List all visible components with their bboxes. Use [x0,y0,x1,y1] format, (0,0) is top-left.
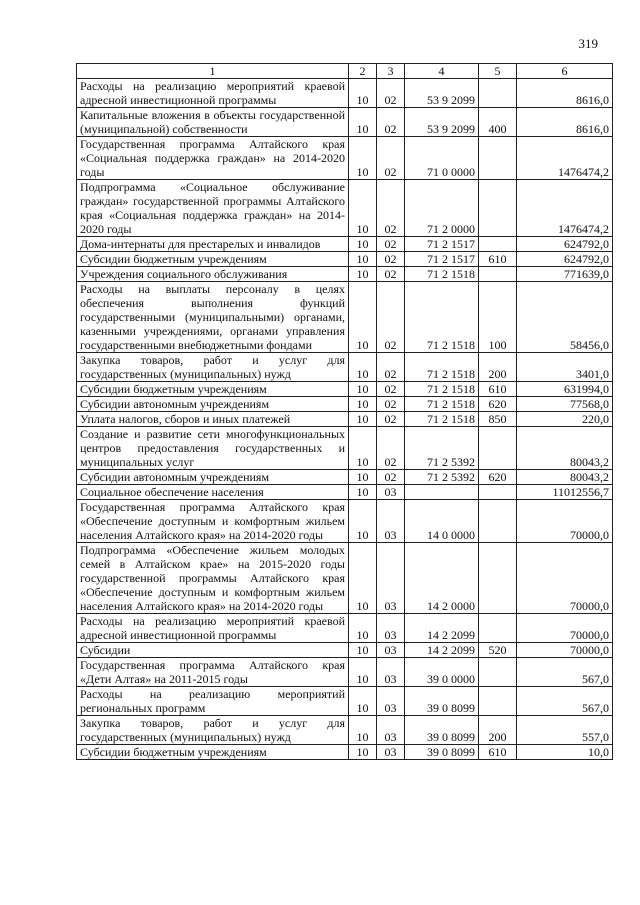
amount-cell: 58456,0 [517,282,613,353]
row-name-cell: Расходы на реализацию мероприятий краевой адресной инвестиционной программы [77,79,349,108]
target-article-cell: 71 2 1518 [405,397,479,412]
subsection-cell: 03 [377,643,405,658]
column-header: 6 [517,64,613,79]
target-article-cell [405,485,479,500]
table-row [77,716,613,745]
section-cell: 10 [349,470,377,485]
row-name-cell: Уплата налогов, сборов и иных платежей [77,412,349,427]
table-row [77,180,613,237]
amount-cell: 220,0 [517,412,613,427]
target-article-cell: 39 0 0000 [405,658,479,687]
row-name-cell: Субсидии автономным учреждениям [77,470,349,485]
target-article-cell: 71 2 1518 [405,412,479,427]
section-cell: 10 [349,658,377,687]
expense-type-cell [479,614,517,643]
amount-cell: 771639,0 [517,267,613,282]
column-header: 5 [479,64,517,79]
subsection-cell: 03 [377,500,405,543]
expense-type-cell: 200 [479,353,517,382]
subsection-cell: 02 [377,382,405,397]
table-row [77,500,613,543]
section-cell: 10 [349,237,377,252]
column-header: 2 [349,64,377,79]
row-name-cell: Подпрограмма «Социальное обслуживание граждан» государственной программы Алтайского края «Социальная поддержка граждан» на 2014-2020 годы [77,180,349,237]
amount-cell: 567,0 [517,658,613,687]
subsection-cell: 02 [377,237,405,252]
row-name-cell: Расходы на реализацию мероприятий краевой адресной инвестиционной программы [77,614,349,643]
section-cell: 10 [349,79,377,108]
subsection-cell: 02 [377,412,405,427]
expense-type-cell: 400 [479,108,517,137]
section-cell: 10 [349,643,377,658]
budget-table [76,63,613,760]
row-name-cell: Учреждения социального обслуживания [77,267,349,282]
expense-type-cell [479,137,517,180]
target-article-cell: 71 2 1518 [405,282,479,353]
column-header: 4 [405,64,479,79]
row-name-cell: Подпрограмма «Обеспечение жильем молодых семей в Алтайском крае» на 2015-2020 годы государственной программы Алтайского края «Обеспечение доступным и комфортным жильем населения Алтайского края» на 2014-2020 годы [77,543,349,614]
section-cell: 10 [349,108,377,137]
target-article-cell: 53 9 2099 [405,108,479,137]
table-row [77,382,613,397]
section-cell: 10 [349,397,377,412]
subsection-cell: 02 [377,427,405,470]
target-article-cell: 71 2 1518 [405,382,479,397]
table-row [77,485,613,500]
table-row [77,470,613,485]
target-article-cell: 39 0 8099 [405,687,479,716]
row-name-cell: Субсидии бюджетным учреждениям [77,745,349,760]
amount-cell: 70000,0 [517,643,613,658]
subsection-cell: 02 [377,79,405,108]
table-row [77,427,613,470]
amount-cell: 567,0 [517,687,613,716]
expense-type-cell [479,658,517,687]
amount-cell: 624792,0 [517,252,613,267]
expense-type-cell: 610 [479,252,517,267]
subsection-cell: 02 [377,267,405,282]
row-name-cell: Создание и развитие сети многофункциональных центров предоставления государственных и муниципальных услуг [77,427,349,470]
amount-cell: 631994,0 [517,382,613,397]
target-article-cell: 14 2 2099 [405,643,479,658]
table-row [77,108,613,137]
section-cell: 10 [349,745,377,760]
row-name-cell: Субсидии бюджетным учреждениям [77,252,349,267]
section-cell: 10 [349,137,377,180]
table-row [77,397,613,412]
amount-cell: 70000,0 [517,614,613,643]
expense-type-cell: 620 [479,470,517,485]
table-row [77,237,613,252]
table-row [77,658,613,687]
subsection-cell: 03 [377,716,405,745]
target-article-cell: 14 2 0000 [405,543,479,614]
row-name-cell: Субсидии бюджетным учреждениям [77,382,349,397]
expense-type-cell [479,427,517,470]
subsection-cell: 02 [377,137,405,180]
target-article-cell: 71 2 1518 [405,353,479,382]
row-name-cell: Субсидии [77,643,349,658]
amount-cell: 8616,0 [517,79,613,108]
expense-type-cell: 520 [479,643,517,658]
row-name-cell: Расходы на выплаты персоналу в целях обеспечения выполнения функций государственными (муниципальными) органами, казенными учреждениями, органами управления государственными внебюджетными фондами [77,282,349,353]
amount-cell: 10,0 [517,745,613,760]
header-row [77,64,613,79]
expense-type-cell [479,79,517,108]
table-row [77,282,613,353]
amount-cell: 557,0 [517,716,613,745]
table-row [77,137,613,180]
expense-type-cell: 100 [479,282,517,353]
table-row [77,412,613,427]
target-article-cell: 71 2 0000 [405,180,479,237]
subsection-cell: 03 [377,745,405,760]
target-article-cell: 71 0 0000 [405,137,479,180]
subsection-cell: 03 [377,614,405,643]
expense-type-cell [479,180,517,237]
expense-type-cell: 850 [479,412,517,427]
target-article-cell: 53 9 2099 [405,79,479,108]
section-cell: 10 [349,282,377,353]
section-cell: 10 [349,353,377,382]
row-name-cell: Дома-интернаты для престарелых и инвалидов [77,237,349,252]
amount-cell: 8616,0 [517,108,613,137]
section-cell: 10 [349,180,377,237]
target-article-cell: 71 2 1517 [405,252,479,267]
target-article-cell: 71 2 1518 [405,267,479,282]
amount-cell: 1476474,2 [517,180,613,237]
amount-cell: 1476474,2 [517,137,613,180]
section-cell: 10 [349,716,377,745]
section-cell: 10 [349,543,377,614]
table-row [77,745,613,760]
subsection-cell: 02 [377,282,405,353]
row-name-cell: Социальное обеспечение населения [77,485,349,500]
table-row [77,543,613,614]
expense-type-cell [479,485,517,500]
section-cell: 10 [349,267,377,282]
amount-cell: 3401,0 [517,353,613,382]
subsection-cell: 02 [377,353,405,382]
column-header: 3 [377,64,405,79]
expense-type-cell: 610 [479,382,517,397]
column-header: 1 [77,64,349,79]
row-name-cell: Закупка товаров, работ и услуг для государственных (муниципальных) нужд [77,716,349,745]
table-body [77,79,613,760]
expense-type-cell [479,237,517,252]
target-article-cell: 71 2 1517 [405,237,479,252]
expense-type-cell [479,267,517,282]
amount-cell: 624792,0 [517,237,613,252]
amount-cell: 80043,2 [517,427,613,470]
expense-type-cell [479,543,517,614]
amount-cell: 11012556,7 [517,485,613,500]
table-row [77,267,613,282]
target-article-cell: 14 2 2099 [405,614,479,643]
expense-type-cell [479,687,517,716]
table-row [77,79,613,108]
subsection-cell: 02 [377,108,405,137]
table-row [77,643,613,658]
section-cell: 10 [349,382,377,397]
section-cell: 10 [349,412,377,427]
row-name-cell: Государственная программа Алтайского края «Дети Алтая» на 2011-2015 годы [77,658,349,687]
expense-type-cell: 200 [479,716,517,745]
row-name-cell: Капитальные вложения в объекты государственной (муниципальной) собственности [77,108,349,137]
target-article-cell: 39 0 8099 [405,745,479,760]
expense-type-cell: 610 [479,745,517,760]
row-name-cell: Государственная программа Алтайского края «Обеспечение доступным и комфортным жильем населения Алтайского края» на 2014-2020 годы [77,500,349,543]
subsection-cell: 02 [377,180,405,237]
row-name-cell: Расходы на реализацию мероприятий региональных программ [77,687,349,716]
section-cell: 10 [349,500,377,543]
target-article-cell: 14 0 0000 [405,500,479,543]
section-cell: 10 [349,252,377,267]
page-number: 319 [578,36,598,51]
target-article-cell: 39 0 8099 [405,716,479,745]
table-row [77,353,613,382]
subsection-cell: 03 [377,687,405,716]
expense-type-cell: 620 [479,397,517,412]
amount-cell: 80043,2 [517,470,613,485]
section-cell: 10 [349,427,377,470]
row-name-cell: Закупка товаров, работ и услуг для государственных (муниципальных) нужд [77,353,349,382]
target-article-cell: 71 2 5392 [405,427,479,470]
subsection-cell: 02 [377,470,405,485]
amount-cell: 70000,0 [517,543,613,614]
row-name-cell: Субсидии автономным учреждениям [77,397,349,412]
section-cell: 10 [349,614,377,643]
amount-cell: 70000,0 [517,500,613,543]
target-article-cell: 71 2 5392 [405,470,479,485]
subsection-cell: 03 [377,543,405,614]
table-row [77,687,613,716]
row-name-cell: Государственная программа Алтайского края «Социальная поддержка граждан» на 2014-2020 годы [77,137,349,180]
subsection-cell: 02 [377,252,405,267]
table-row [77,614,613,643]
subsection-cell: 03 [377,658,405,687]
subsection-cell: 02 [377,397,405,412]
section-cell: 10 [349,485,377,500]
section-cell: 10 [349,687,377,716]
amount-cell: 77568,0 [517,397,613,412]
table-row [77,252,613,267]
subsection-cell: 03 [377,485,405,500]
expense-type-cell [479,500,517,543]
